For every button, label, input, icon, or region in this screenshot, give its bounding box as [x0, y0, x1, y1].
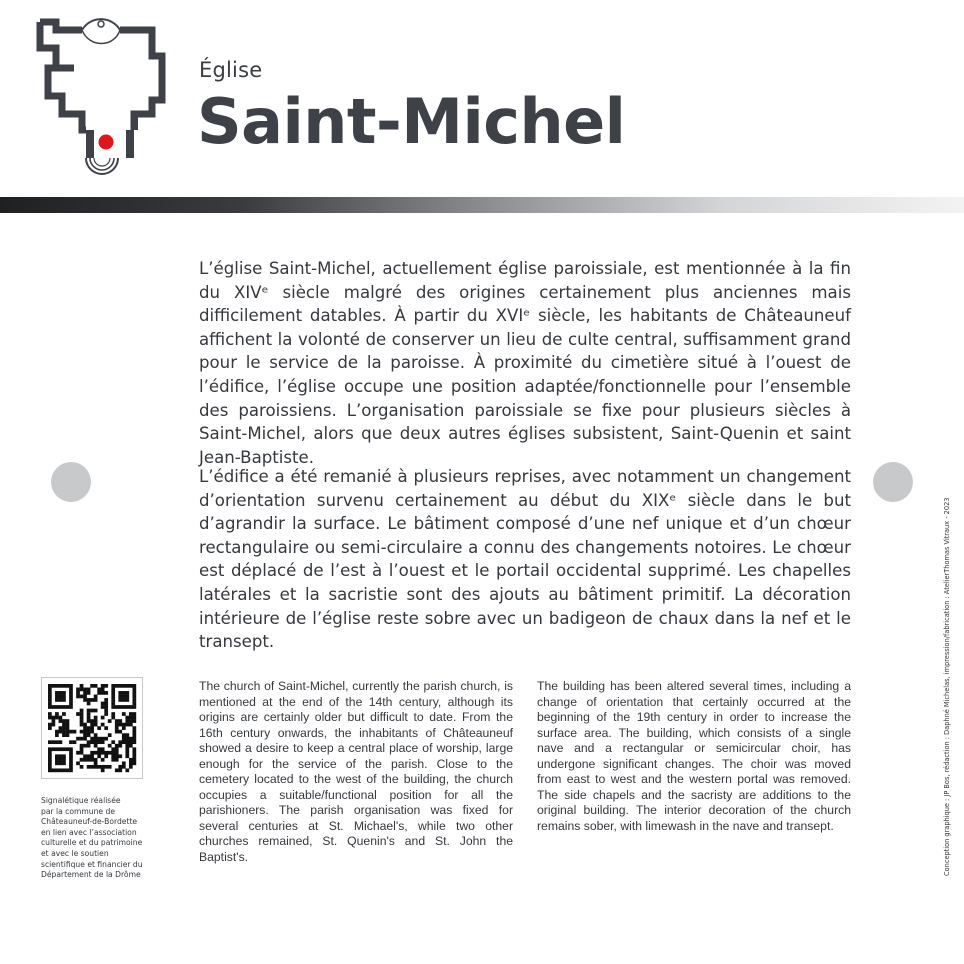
church-floor-plan-icon	[34, 18, 166, 186]
paragraph-en-2: The building has been altered several times, including a change of orientation that certainly occurred at the beginning of the 19th century in order to increase the surface area. The building, which consists of a single nave and a rectangular or semicircular choir, has undergone significant changes. The choir was moved from east to west and the western portal was removed. The side chapels and the sacristy are additions to the original building. The interior decoration of the church remains sober, with limewash in the nave and transept.	[537, 679, 851, 833]
credits-line: et avec le soutien	[41, 848, 109, 858]
location-marker-icon	[99, 135, 114, 150]
vertical-credits: Conception graphique : JP Bos, rédaction : Daphné Michelas, impression/fabrication : AtelierThomas Vitraux - 2023	[943, 497, 951, 876]
paragraph-fr-2: L’édifice a été remanié à plusieurs reprises, avec notamment un changement d’orientation survenu certainement au début du XIXᵉ siècle dans le but d’agrandir la surface. Le bâtiment composé d’une nef unique et d’un chœur rectangulaire ou semi-circulaire a connu des changements notoires. Le chœur est déplacé de l’est à l’ouest et le portail occidental supprimé. Les chapelles latérales et la sacristie sont des ajouts au bâtiment primitif. La décoration intérieure de l’église reste sobre avec un badigeon de chaux dans la nef et le transept.	[199, 467, 851, 652]
paragraph-fr-1: L’église Saint-Michel, actuellement église paroissiale, est mentionnée à la fin du XIVᵉ siècle malgré des origines certainement plus anciennes mais difficilement datables. À partir du XVIᵉ siècle, les habitants de Châteauneuf affichent la volonté de conserver un lieu de culte central, suffisamment grand pour le service de la paroisse. À proximité du cimetière situé à l’ouest de l’édifice, l’église occupe une position adaptée/fonctionnelle pour l’ensemble des paroissiens. L’organisation paroissiale se fixe pour plusieurs siècles à Saint-Michel, alors que deux autres églises subsistent, Saint-Quenin et saint Jean-Baptiste.	[199, 259, 851, 467]
paragraph-en-1: The church of Saint-Michel, currently the parish church, is mentioned at the end of the 14th century, although its origins are certainly older but difficult to date. From the 16th century onwards, the inhabitants of Châteauneuf showed a desire to keep a central place of worship, large enough for the service of the parish. Close to the cemetery located to the west of the building, the church occupies a suitable/functional position for all the parishioners. The parish organisation was fixed for several centuries at St. Michael's, while two other churches remained, St. Quenin's and St. John the Baptist's.	[199, 679, 513, 864]
credits-line: culturelle et du patrimoine	[41, 838, 143, 848]
mounting-hole-right	[873, 462, 913, 502]
gradient-divider	[0, 197, 964, 213]
credits-line: Signalétique réalisée	[41, 796, 121, 805]
credits-line: en lien avec l’association	[41, 827, 137, 837]
credits-line: scientifique et financier du	[41, 859, 143, 869]
credits-line: par la commune de	[41, 806, 116, 816]
qr-code-icon[interactable]	[41, 677, 143, 779]
credits-line: Châteauneuf-de-Bordette	[41, 817, 138, 827]
page-kicker: Église	[199, 58, 263, 82]
mounting-hole-left	[51, 462, 91, 502]
credits-block	[41, 796, 161, 881]
page-title: Saint-Michel	[197, 85, 626, 158]
credits-line: Département de la Drôme	[41, 870, 141, 880]
